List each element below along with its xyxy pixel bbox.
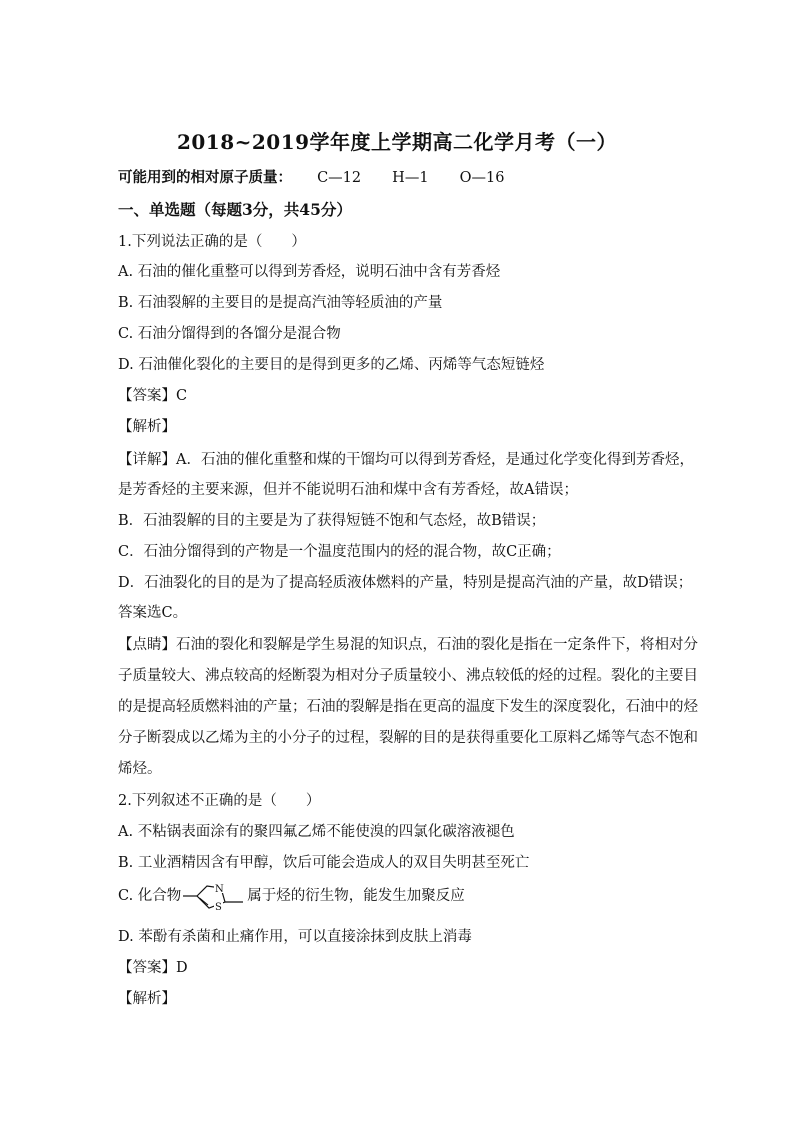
q2-option-a: A. 不粘锅表面涂有的聚四氟乙烯不能使溴的四氯化碳溶液褪色 — [118, 824, 515, 840]
q1-comment-line: 【点睛】石油的裂化和裂解是学生易混的知识点，石油的裂化是指在一定条件下，将相对分 — [118, 637, 698, 653]
q1-answer: 【答案】C — [118, 388, 188, 404]
q1-option-a: A. 石油的催化重整可以得到芳香烃，说明石油中含有芳香烃 — [118, 264, 501, 280]
q1-analysis-heading: 【解析】 — [118, 419, 176, 435]
section-heading: 一、单选题（每题3分，共45分） — [118, 200, 352, 219]
q2-option-c-suffix: 属于烃的衍生物，能发生加聚反应 — [247, 888, 465, 904]
q1-option-b: B. 石油裂解的主要目的是提高汽油等轻质油的产量 — [118, 295, 443, 311]
q1-option-d: D. 石油催化裂化的主要目的是得到更多的乙烯、丙烯等气态短链烃 — [118, 357, 545, 373]
q1-detail-line: B．石油裂解的目的主要是为了获得短链不饱和气态烃，故B错误； — [118, 513, 546, 529]
q1-comment-line: 的是提高轻质燃料油的产量；石油的裂解是指在更高的温度下发生的深度裂化，石油中的烃 — [118, 699, 698, 715]
atomic-mass-c: C—12 — [317, 170, 362, 186]
q2-option-c — [118, 880, 465, 912]
q1-comment-line: 分子断裂成以乙烯为主的小分子的过程，裂解的目的是获得重要化工原料乙烯等气态不饱和 — [118, 730, 698, 746]
q2-option-b: B. 工业酒精因含有甲醇，饮后可能会造成人的双目失明甚至死亡 — [118, 855, 530, 871]
thiazole-structure-diagram — [183, 880, 245, 912]
q1-detail-line: 是芳香烃的主要来源，但并不能说明石油和煤中含有芳香烃，故A错误； — [118, 482, 578, 498]
q2-analysis-heading: 【解析】 — [118, 991, 176, 1007]
q1-comment-line: 烯烃。 — [118, 761, 162, 777]
q2-option-d: D. 苯酚有杀菌和止痛作用，可以直接涂抹到皮肤上消毒 — [118, 929, 472, 945]
q2-option-c-prefix: C. 化合物 — [118, 888, 182, 904]
q2-stem: 2.下列叙述不正确的是（ ） — [118, 793, 321, 809]
q1-stem: 1.下列说法正确的是（ ） — [118, 234, 306, 250]
q1-detail-line: 答案选C。 — [118, 605, 188, 621]
atomic-mass-h: H—1 — [392, 170, 429, 186]
atomic-mass-line — [118, 166, 530, 187]
q1-detail-line: C．石油分馏得到的产物是一个温度范围内的烃的混合物，故C正确； — [118, 544, 561, 560]
atomic-mass-label: 可能用到的相对原子质量： — [118, 169, 292, 186]
page-title: 2018~2019学年度上学期高二化学月考（一） — [176, 130, 618, 154]
q2-answer: 【答案】D — [118, 960, 188, 976]
structure-s-label: S — [215, 902, 223, 912]
q1-detail-line: D．石油裂化的目的是为了提高轻质液体燃料的产量，特别是提高汽油的产量，故D错误； — [118, 575, 693, 591]
structure-n-label: N — [215, 884, 225, 895]
q1-detail-line: 【详解】A．石油的催化重整和煤的干馏均可以得到芳香烃，是通过化学变化得到芳香烃， — [118, 452, 694, 468]
q1-option-c: C. 石油分馏得到的各馏分是混合物 — [118, 326, 341, 342]
atomic-mass-o: O—16 — [459, 170, 505, 186]
q1-comment-line: 子质量较大、沸点较高的烃断裂为相对分子质量较小、沸点较低的烃的过程。裂化的主要目 — [118, 668, 698, 684]
